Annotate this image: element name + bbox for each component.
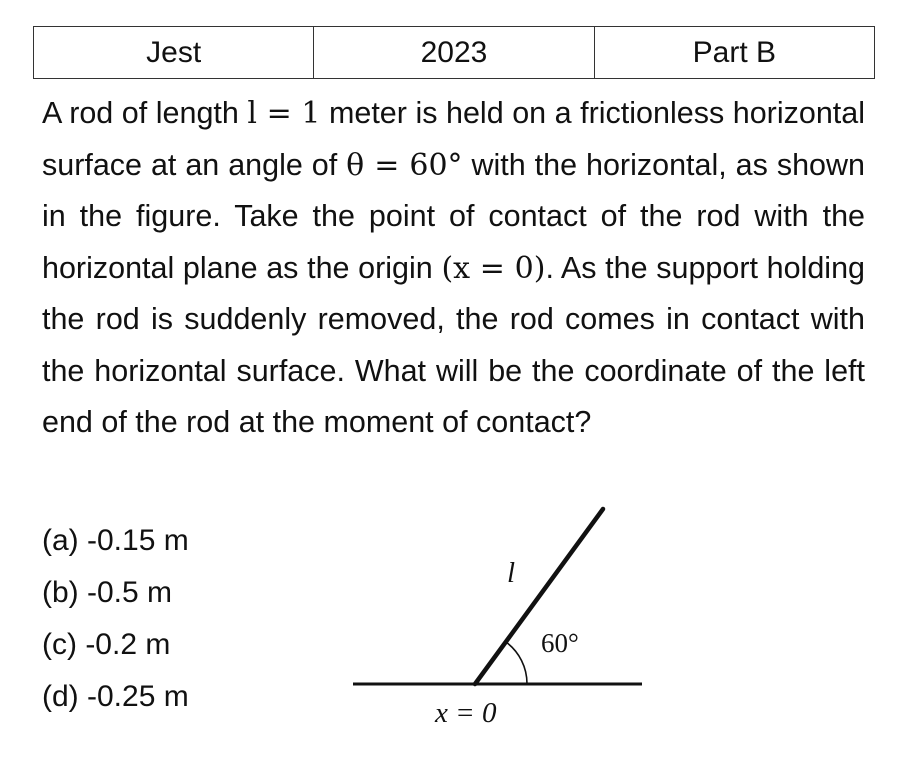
option-a[interactable]: (a) -0.15 m	[42, 524, 189, 557]
rod-line	[475, 509, 603, 684]
math-angle: θ = 60°	[346, 147, 463, 183]
question-text	[42, 88, 865, 449]
question-text-part-4: . As the support holding the rod is suddenly removed, the rod comes in contact with the horizontal surface. What will be the coordinate of the left end of the rod at the moment of contact?	[42, 250, 866, 439]
option-b[interactable]: (b) -0.5 m	[42, 576, 173, 609]
header-year-cell: 2023	[314, 27, 594, 79]
option-d[interactable]: (d) -0.25 m	[42, 680, 189, 713]
header-exam-cell: Jest	[34, 27, 314, 79]
header-table	[33, 26, 875, 79]
option-c[interactable]: (c) -0.2 m	[42, 628, 171, 661]
question-text-part-2: meter is held on a frictionless horizontal surface at an angle of	[42, 96, 865, 182]
header-part-cell: Part B	[594, 27, 874, 79]
question-text-part-3: with the horizontal, as shown in the figure. Take the point of contact of the rod with the horizontal plane as the origin	[42, 147, 865, 285]
angle-label: 60°	[541, 628, 579, 658]
math-rod-length: l = 1	[247, 96, 321, 131]
origin-label: x = 0	[435, 697, 497, 725]
rod-length-label: l	[507, 557, 516, 589]
answer-options	[42, 515, 189, 723]
question-text-part-1: A rod of length	[42, 96, 248, 130]
rod-figure	[350, 500, 650, 725]
angle-arc	[506, 642, 527, 684]
header-row	[34, 27, 875, 79]
math-origin: (x = 0)	[441, 250, 546, 286]
